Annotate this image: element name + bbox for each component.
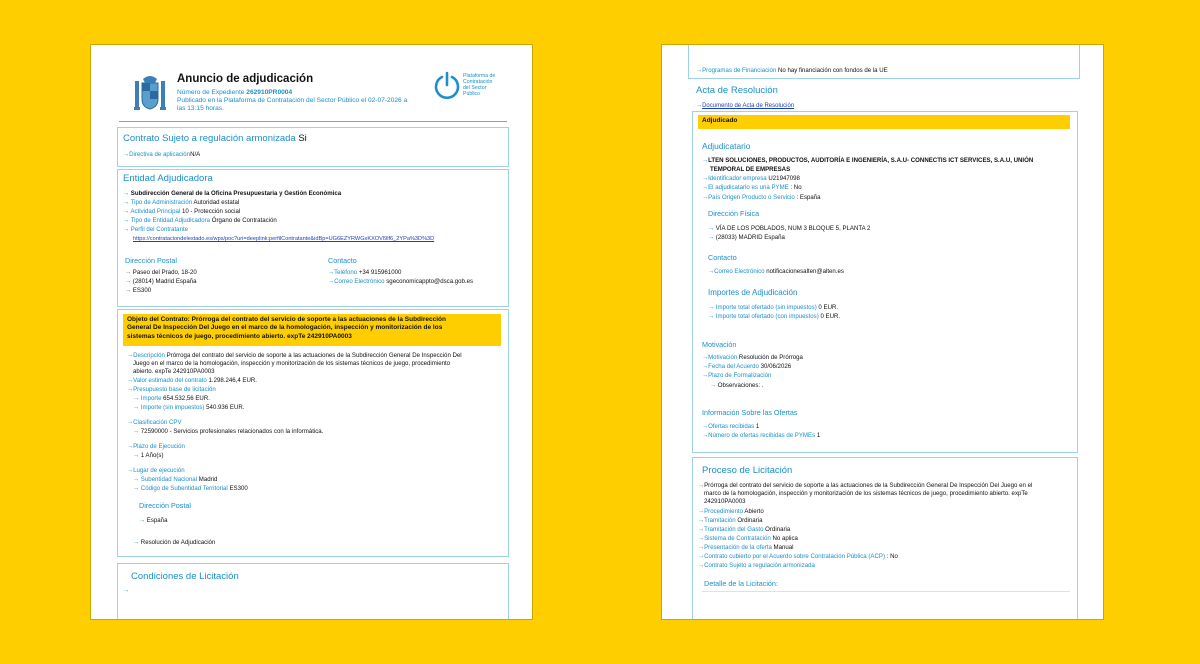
- perfil-link[interactable]: https://contrataciondelestado.es/wps/poc?uri=deeplink:perfilContratante&idBp=UG6EZYRWGxKXOVl9lf6_2YPa%3D%3D: [133, 236, 435, 242]
- telefono-line: →Teléfono +34 915961000: [328, 269, 402, 276]
- proceso-title: Proceso de Licitación: [702, 465, 793, 476]
- direccion-postal-2-title: Dirección Postal: [139, 501, 191, 510]
- expediente-line: Número de Expediente 262910PR0004: [177, 89, 293, 96]
- entidad-name: → Subdirección General de la Oficina Presupuestaria y Gestión Económica: [123, 190, 342, 197]
- perfil-line: → Perfil del Contratante: [123, 226, 189, 233]
- info-ofertas-title: Información Sobre las Ofertas: [702, 408, 798, 417]
- subentidad-line: → Subentidad Nacional Madrid: [133, 476, 218, 483]
- condiciones-arrow: →: [123, 587, 130, 594]
- cpv-line: →Clasificación CPV: [127, 419, 182, 426]
- condiciones-title: Condiciones de Licitación: [131, 571, 239, 582]
- direccion-postal-title: Dirección Postal: [125, 256, 177, 265]
- document-page-right: [661, 44, 1104, 620]
- documento-link[interactable]: Documento de Acta de Resolución: [702, 103, 795, 109]
- notice-title: Anuncio de adjudicación: [177, 73, 314, 85]
- nif-line: →Identificador empresa U21947098: [702, 175, 800, 182]
- programas-line: →Programas de Financiación No hay financiación con fondos de la UE: [696, 67, 888, 74]
- spain-crest-icon: [131, 73, 169, 115]
- published-line-2: las 13:15 horas.: [177, 105, 224, 112]
- fecha-line: →Fecha del Acuerdo 30/06/2026: [702, 363, 792, 370]
- observaciones-line: → Observaciones: .: [710, 382, 764, 389]
- document-page-left: [90, 44, 533, 620]
- procedimiento-line: →Procedimiento Abierto: [698, 508, 764, 515]
- codigo-line: → Código de Subentidad Territorial ES300: [133, 485, 248, 492]
- tipo-admin-line: → Tipo de Administración Autoridad estatal: [123, 199, 240, 206]
- plazo-line: →Plazo de Ejecución: [127, 443, 185, 450]
- plazo-form-line: →Plazo de Formalización: [702, 372, 772, 379]
- armonizada-title: Contrato Sujeto a regulación armonizada Si: [123, 133, 307, 144]
- valor-line: →Valor estimado del contrato 1.298.246,4 EUR.: [127, 377, 257, 384]
- dirf-line-1: → VÍA DE LOS POBLADOS, NUM 3 BLOQUE 5, PLANTA 2: [708, 225, 871, 232]
- presupuesto-line: →Presupuesto base de licitación: [127, 386, 216, 393]
- dir-line-3: → ES300: [125, 287, 152, 294]
- psp-power-logo-icon: [433, 71, 461, 101]
- motivacion-title: Motivación: [702, 340, 737, 349]
- contacto-right-title: Contacto: [708, 253, 737, 262]
- direccion-fisica-title: Dirección Física: [708, 209, 760, 218]
- platform-logo-text: Plataforma de Contratación del Sector Público: [463, 73, 496, 97]
- motivacion-line: →Motivación Resolución de Prórroga: [702, 354, 803, 361]
- adjudicatario-line-1: →LTEN SOLUCIONES, PRODUCTOS, AUDITORÍA E INGENIERÍA, S.A.U- CONNECTIS ICT SERVICES, S.A.U, UNIÓN: [702, 157, 1034, 164]
- objeto-highlight: Objeto del Contrato: Prórroga del contrato del servicio de soporte a las actuaciones de la Subdirección General De Inspección Del Juego en el marco de la homologación, inspección y monitorización de los sistemas técnicos de juego, procedimiento abierto. expTe 242910PA0003: [123, 314, 501, 346]
- presentacion-line: →Presentación de la oferta Manual: [698, 544, 794, 551]
- descripcion-line-2: Juego en el marco de la homologación, inspección y monitorización de los sistemas técnicos de juego, procedimiento: [133, 360, 451, 367]
- detalle-title: Detalle de la Licitación:: [704, 579, 778, 588]
- directiva-line: →Directiva de aplicaciónN/A: [123, 151, 201, 158]
- platform-logo: [433, 71, 503, 105]
- dir-line-2: → (28014) Madrid España: [125, 278, 197, 285]
- acp-line: →Contrato cubierto por el Acuerdo sobre Contratación Pública (ACP) : No: [698, 553, 898, 560]
- descripcion-line-1: →Descripción Prórroga del contrato del servicio de soporte a las actuaciones de la Subdirección General De Inspección Del: [127, 352, 462, 359]
- documento-line: →Documento de Acta de Resolución: [696, 102, 795, 109]
- plazo-value: → 1 Año(s): [133, 452, 164, 459]
- correo-line: →Correo Electrónico sgeconomicappto@dsca.gob.es: [328, 278, 474, 285]
- pyme-line: →El adjudicatario es una PYME : No: [702, 184, 802, 191]
- dirf-line-2: → (28033) MADRID España: [708, 234, 785, 241]
- ofertas-pyme-line: →Número de ofertas recibidas de PYMEs 1: [702, 432, 821, 439]
- armonizada-right-line: →Contrato Sujeto a regulación armonizada: [698, 562, 815, 569]
- contacto-title: Contacto: [328, 256, 357, 265]
- tram-gasto-line: →Tramitación del Gasto Ordinaria: [698, 526, 791, 533]
- proceso-line-1: →Prórroga del contrato del servicio de soporte a las actuaciones de la Subdirección General De Inspección Del Juego en el: [698, 482, 1033, 489]
- importe-line: → Importe 654.532,56 EUR.: [133, 395, 210, 402]
- importe-sin-line: → Importe (sin impuestos) 540.936 EUR.: [133, 404, 245, 411]
- tipo-entidad-line: → Tipo de Entidad Adjudicadora Órgano de Contratación: [123, 217, 277, 224]
- adjudicatario-title: Adjudicatario: [702, 141, 751, 151]
- sistema-line: →Sistema de Contratación No aplica: [698, 535, 798, 542]
- espana-line: → España: [139, 517, 168, 524]
- cpv-value: → 72590000 - Servicios profesionales relacionados con la informática.: [133, 428, 324, 435]
- actividad-line: → Actividad Principal 10 - Protección social: [123, 208, 241, 215]
- acta-title: Acta de Resolución: [696, 85, 778, 96]
- ofertas-line: →Ofertas recibidas 1: [702, 423, 760, 430]
- pais-line: →País Origen Producto o Servicio : España: [702, 194, 821, 201]
- descripcion-line-3: abierto. expTe 242910PA0003: [133, 368, 215, 375]
- header-divider: [119, 121, 507, 122]
- correo-right-line: →Correo Electrónico notificacionesalten@alten.es: [708, 268, 844, 275]
- imp-con-line: → Importe total ofertado (con impuestos) 0 EUR.: [708, 313, 841, 320]
- adjudicado-highlight: Adjudicado: [698, 115, 1070, 129]
- adjudicatario-line-2: TEMPORAL DE EMPRESAS: [710, 166, 791, 173]
- imp-sin-line: → Importe total ofertado (sin impuestos) 0 EUR.: [708, 304, 839, 311]
- lugar-line: →Lugar de ejecución: [127, 467, 185, 474]
- detalle-divider: [702, 591, 1070, 592]
- proceso-line-2: marco de la homologación, inspección y monitorización de los sistemas técnicos de juego, procedimiento abierto. expTe: [704, 490, 1028, 497]
- dir-line-1: → Paseo del Prado, 18-20: [125, 269, 197, 276]
- resolucion-line: → Resolución de Adjudicación: [133, 539, 216, 546]
- entidad-title: Entidad Adjudicadora: [123, 173, 213, 184]
- proceso-line-3: 242910PA0003: [704, 498, 746, 505]
- importes-title: Importes de Adjudicación: [708, 288, 798, 297]
- published-line-1: Publicado en la Plataforma de Contratación del Sector Público el 02-07-2026 a: [177, 97, 408, 104]
- tramitacion-line: →Tramitación Ordinaria: [698, 517, 763, 524]
